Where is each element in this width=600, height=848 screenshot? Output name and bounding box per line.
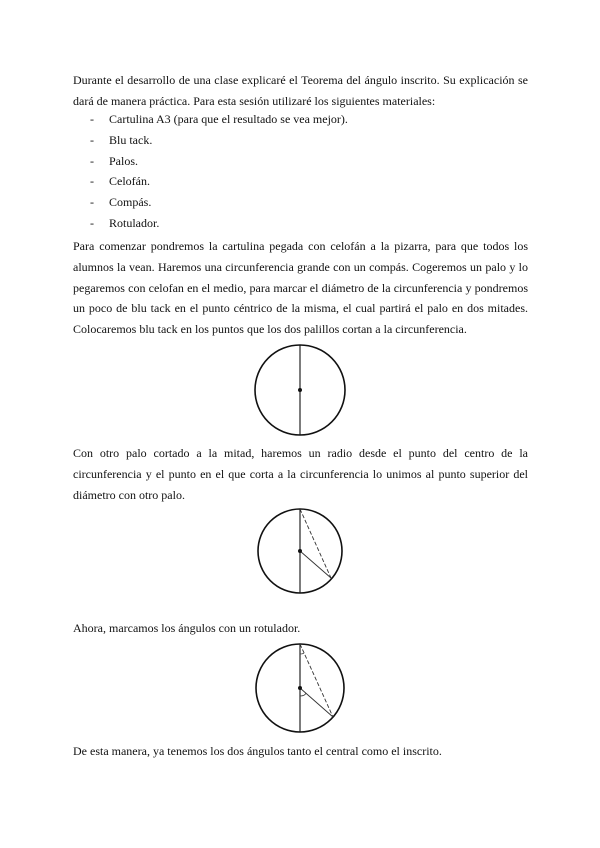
figure-angles: [253, 642, 349, 734]
material-label: Celofán.: [109, 174, 150, 189]
list-item: [0, 151, 600, 172]
bullet-dash: -: [90, 174, 94, 189]
list-item: [0, 171, 600, 192]
list-item: [0, 130, 600, 151]
material-label: Compás.: [109, 195, 152, 210]
list-item: [0, 213, 600, 234]
radius-line: [300, 688, 333, 717]
bullet-dash: -: [90, 153, 94, 168]
chord-line: [300, 509, 331, 578]
material-label: Rotulador.: [109, 215, 160, 230]
material-label: Blu tack.: [109, 132, 153, 147]
central-angle-arc: [300, 693, 306, 696]
mark-paragraph: Ahora, marcamos los ángulos con un rotulador.: [73, 621, 301, 635]
radius-paragraph: Con otro palo cortado a la mitad, haremos un radio desde el punto del centro de la circunferencia y el punto en el que corta a la circunferencia lo unimos al punto superior del diámetro con otro palo.: [73, 446, 528, 502]
list-item: [0, 109, 600, 130]
material-label: Palos.: [109, 153, 139, 168]
center-point: [298, 549, 302, 553]
figure-diameter: [251, 344, 349, 436]
bullet-dash: -: [90, 195, 94, 210]
inscribed-angle-arc: [300, 653, 304, 654]
list-item: [0, 192, 600, 213]
setup-paragraph: Para comenzar pondremos la cartulina pegada con celofán a la pizarra, para que todos los alumnos la vean. Haremos una circunferencia grande con un compás. Cogeremos un palo y lo pegaremos con celofan en el medio, para marcar el diámetro de la circunferencia y pondremos un poco de blu tack en el punto céntrico de la misma, el cual partirá el palo en dos mitades. Colocaremos blu tack en los puntos que los dos palillos cortan a la circunferencia.: [73, 239, 528, 337]
bullet-dash: -: [90, 112, 94, 126]
center-point: [298, 388, 302, 392]
bullet-dash: -: [90, 132, 94, 147]
bullet-dash: -: [90, 215, 94, 230]
conclusion-paragraph: De esta manera, ya tenemos los dos ángulos tanto el central como el inscrito.: [73, 744, 442, 758]
figure-radius-chord: [255, 507, 345, 595]
center-point: [298, 686, 302, 690]
material-label: Cartulina A3 (para que el resultado se vea mejor).: [109, 112, 348, 126]
materials-list: [0, 109, 600, 234]
intro-paragraph: Durante el desarrollo de una clase explicaré el Teorema del ángulo inscrito. Su explicación se dará de manera práctica. Para esta sesión utilizaré los siguientes materiales:: [73, 73, 528, 108]
radius-line: [300, 551, 331, 578]
